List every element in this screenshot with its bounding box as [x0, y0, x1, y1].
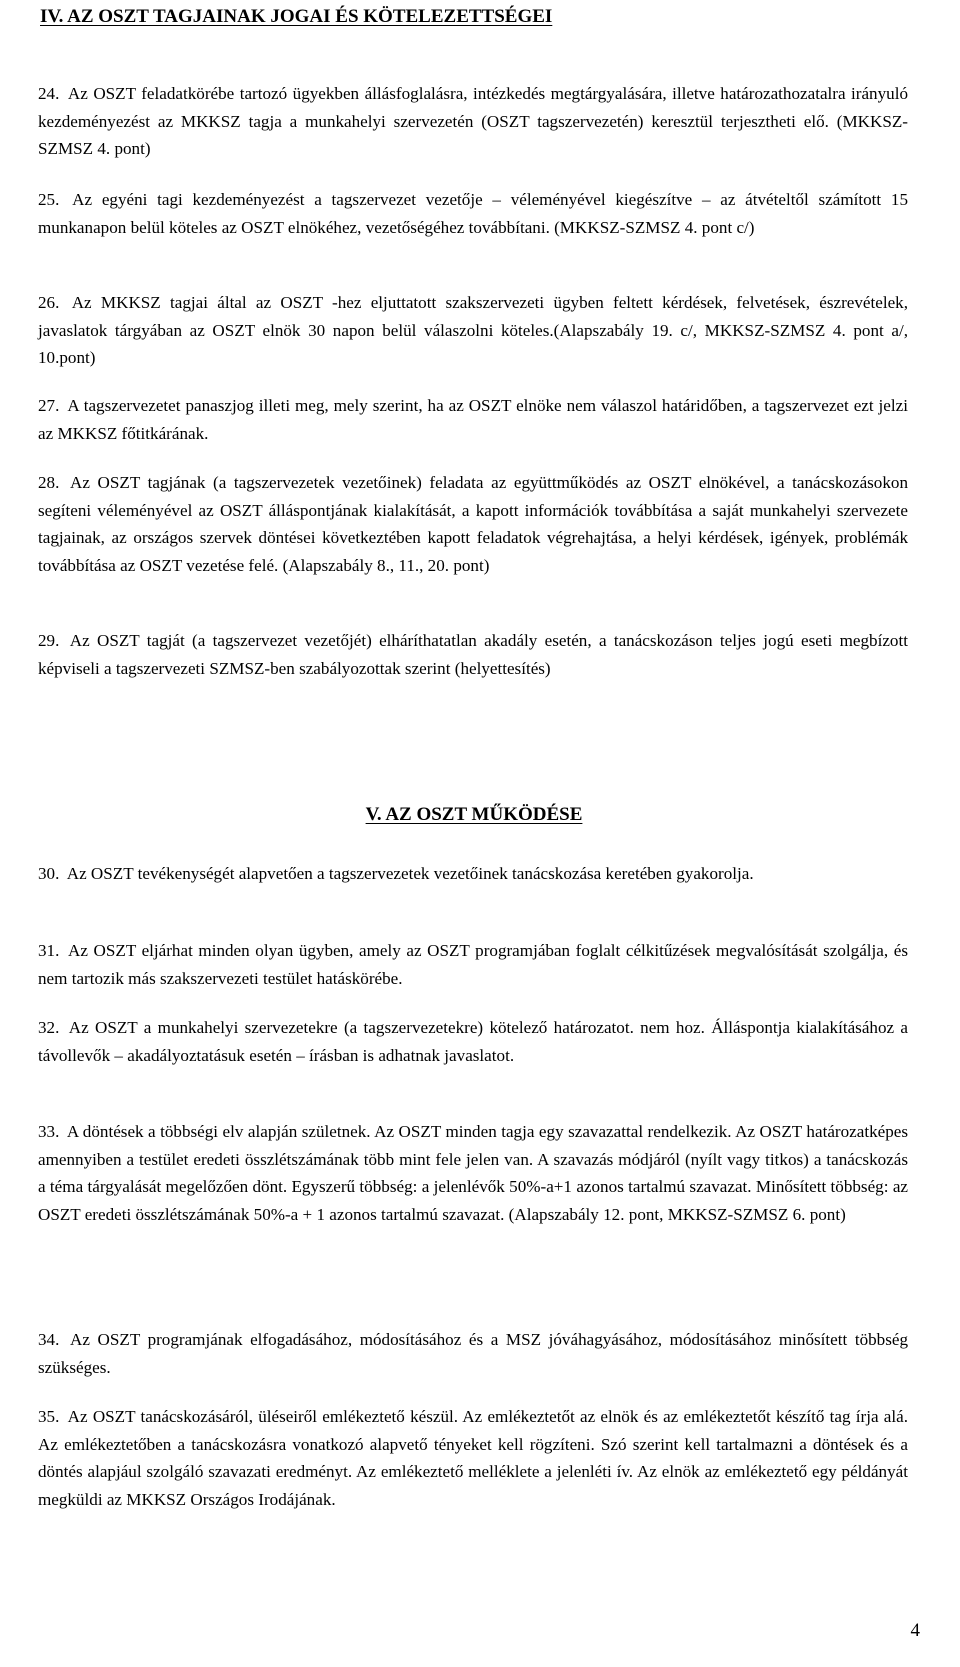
paragraph-35	[38, 1403, 908, 1513]
paragraph-number: 33.	[38, 1122, 60, 1141]
paragraph-text: Az OSZT tevékenységét alapvetően a tagszervezetek vezetőinek tanácskozása keretében gyakorolja.	[66, 864, 754, 883]
paragraph-text: Az egyéni tagi kezdeményezést a tagszervezet vezetője – véleményével kiegészítve – az átvételtől számított 15 munkanapon belül köteles az OSZT elnökéhez, vezetőségéhez továbbítani. (MKKSZ-SZMSZ 4. pont c/)	[38, 190, 908, 237]
paragraph-text: A döntések a többségi elv alapján születnek. Az OSZT minden tagja egy szavazattal rendelkezik. Az OSZT határozatképes amennyiben a testület eredeti összlétszámának több mint fele jelen van. A szavazás módjáról (nyílt vagy titkos) a tanácskozás a téma tárgyalását megelőzően dönt. Egyszerű többség: a jelenlévők 50%-a+1 azonos tartalmú szavazat. Minősített többség: az OSZT eredeti összlétszámának 50%-a + 1 azonos tartalmú szavazat. (Alapszabály 12. pont, MKKSZ-SZMSZ 6. pont)	[38, 1122, 908, 1224]
paragraph-33	[38, 1118, 908, 1228]
paragraph-number: 31.	[38, 941, 60, 960]
paragraph-31	[38, 937, 908, 992]
paragraph-text: A tagszervezetet panaszjog illeti meg, mely szerint, ha az OSZT elnöke nem válaszol határidőben, a tagszervezet ezt jelzi az MKKSZ főtitkárának.	[38, 396, 908, 443]
paragraph-number: 26.	[38, 293, 60, 312]
paragraph-30	[38, 860, 908, 888]
paragraph-text: Az OSZT tanácskozásáról, üléseiről emlékeztető készül. Az emlékeztetőt az elnök és az emlékeztetőt készítő tag írja alá. Az emlékeztetőben a tanácskozásra vonatkozó alapvető tényeket kell rögzíteni. Szó szerint kell tartalmazni a döntések és a döntés alapjául szolgáló szavazati eredményt. Az emlékeztető melléklete a jelenléti ív. Az elnök az emlékeztető egy példányát megküldi az MKKSZ Országos Irodájának.	[38, 1407, 908, 1509]
paragraph-text: Az OSZT programjának elfogadásához, módosításához és a MSZ jóváhagyásához, módosításához minősített többség szükséges.	[38, 1330, 908, 1377]
paragraph-number: 27.	[38, 396, 60, 415]
paragraph-number: 34.	[38, 1330, 60, 1349]
paragraph-29	[38, 627, 908, 682]
paragraph-24	[38, 80, 908, 163]
paragraph-34	[38, 1326, 908, 1381]
paragraph-number: 29.	[38, 631, 60, 650]
paragraph-text: Az MKKSZ tagjai által az OSZT -hez eljuttatott szakszervezeti ügyben feltett kérdések, felvetések, észrevételek, javaslatok tárgyában az OSZT elnök 30 napon belül válaszolni köteles.(Alapszabály 19. c/, MKKSZ-SZMSZ 4. pont a/, 10.pont)	[38, 293, 908, 367]
paragraph-text: Az OSZT eljárhat minden olyan ügyben, amely az OSZT programjában foglalt célkitűzések megvalósítását szolgálja, és nem tartozik más szakszervezeti testület hatáskörébe.	[38, 941, 908, 988]
paragraph-28	[38, 469, 908, 579]
paragraph-text: Az OSZT a munkahelyi szervezetekre (a tagszervezetekre) kötelező határozatot. nem hoz. Álláspontja kialakításához a távollevők – akadályoztatásuk esetén – írásban is adhatnak javaslatot.	[38, 1018, 908, 1065]
paragraph-26	[38, 289, 908, 372]
paragraph-text: Az OSZT tagját (a tagszervezet vezetőjét) elháríthatatlan akadály esetén, a tanácskozáson teljes jogú eseti megbízott képviseli a tagszervezeti SZMSZ-ben szabályozottak szerint (helyettesítés)	[38, 631, 908, 678]
page-number: 4	[910, 1620, 920, 1641]
section-heading-iv: IV. AZ OSZT TAGJAINAK JOGAI ÉS KÖTELEZETTSÉGEI	[40, 6, 553, 27]
paragraph-number: 25.	[38, 190, 60, 209]
section-heading-v: V. AZ OSZT MŰKÖDÉSE	[365, 804, 583, 825]
paragraph-27	[38, 392, 908, 447]
paragraph-25	[38, 186, 908, 241]
paragraph-number: 35.	[38, 1407, 60, 1426]
paragraph-number: 30.	[38, 864, 60, 883]
paragraph-number: 28.	[38, 473, 60, 492]
paragraph-number: 24.	[38, 84, 60, 103]
paragraph-text: Az OSZT feladatkörébe tartozó ügyekben állásfoglalásra, intézkedés megtárgyalására, illetve határozathozatalra irányuló kezdeményezést az MKKSZ tagja a munkahelyi szervezetén (OSZT tagszervezetén) keresztül terjesztheti elő. (MKKSZ-SZMSZ 4. pont)	[38, 84, 908, 158]
paragraph-text: Az OSZT tagjának (a tagszervezetek vezetőinek) feladata az együttműködés az OSZT elnökével, a tanácskozásokon segíteni véleményével az OSZT álláspontjának kialakítását, a kapott információk továbbítása a saját munkahelyi szervezete tagjainak, az országos szervek döntései következtében kapott feladatok végrehajtása, a helyi kérdések, igények, problémák továbbítása az OSZT vezetése felé. (Alapszabály 8., 11., 20. pont)	[38, 473, 908, 575]
paragraph-number: 32.	[38, 1018, 60, 1037]
paragraph-32	[38, 1014, 908, 1069]
